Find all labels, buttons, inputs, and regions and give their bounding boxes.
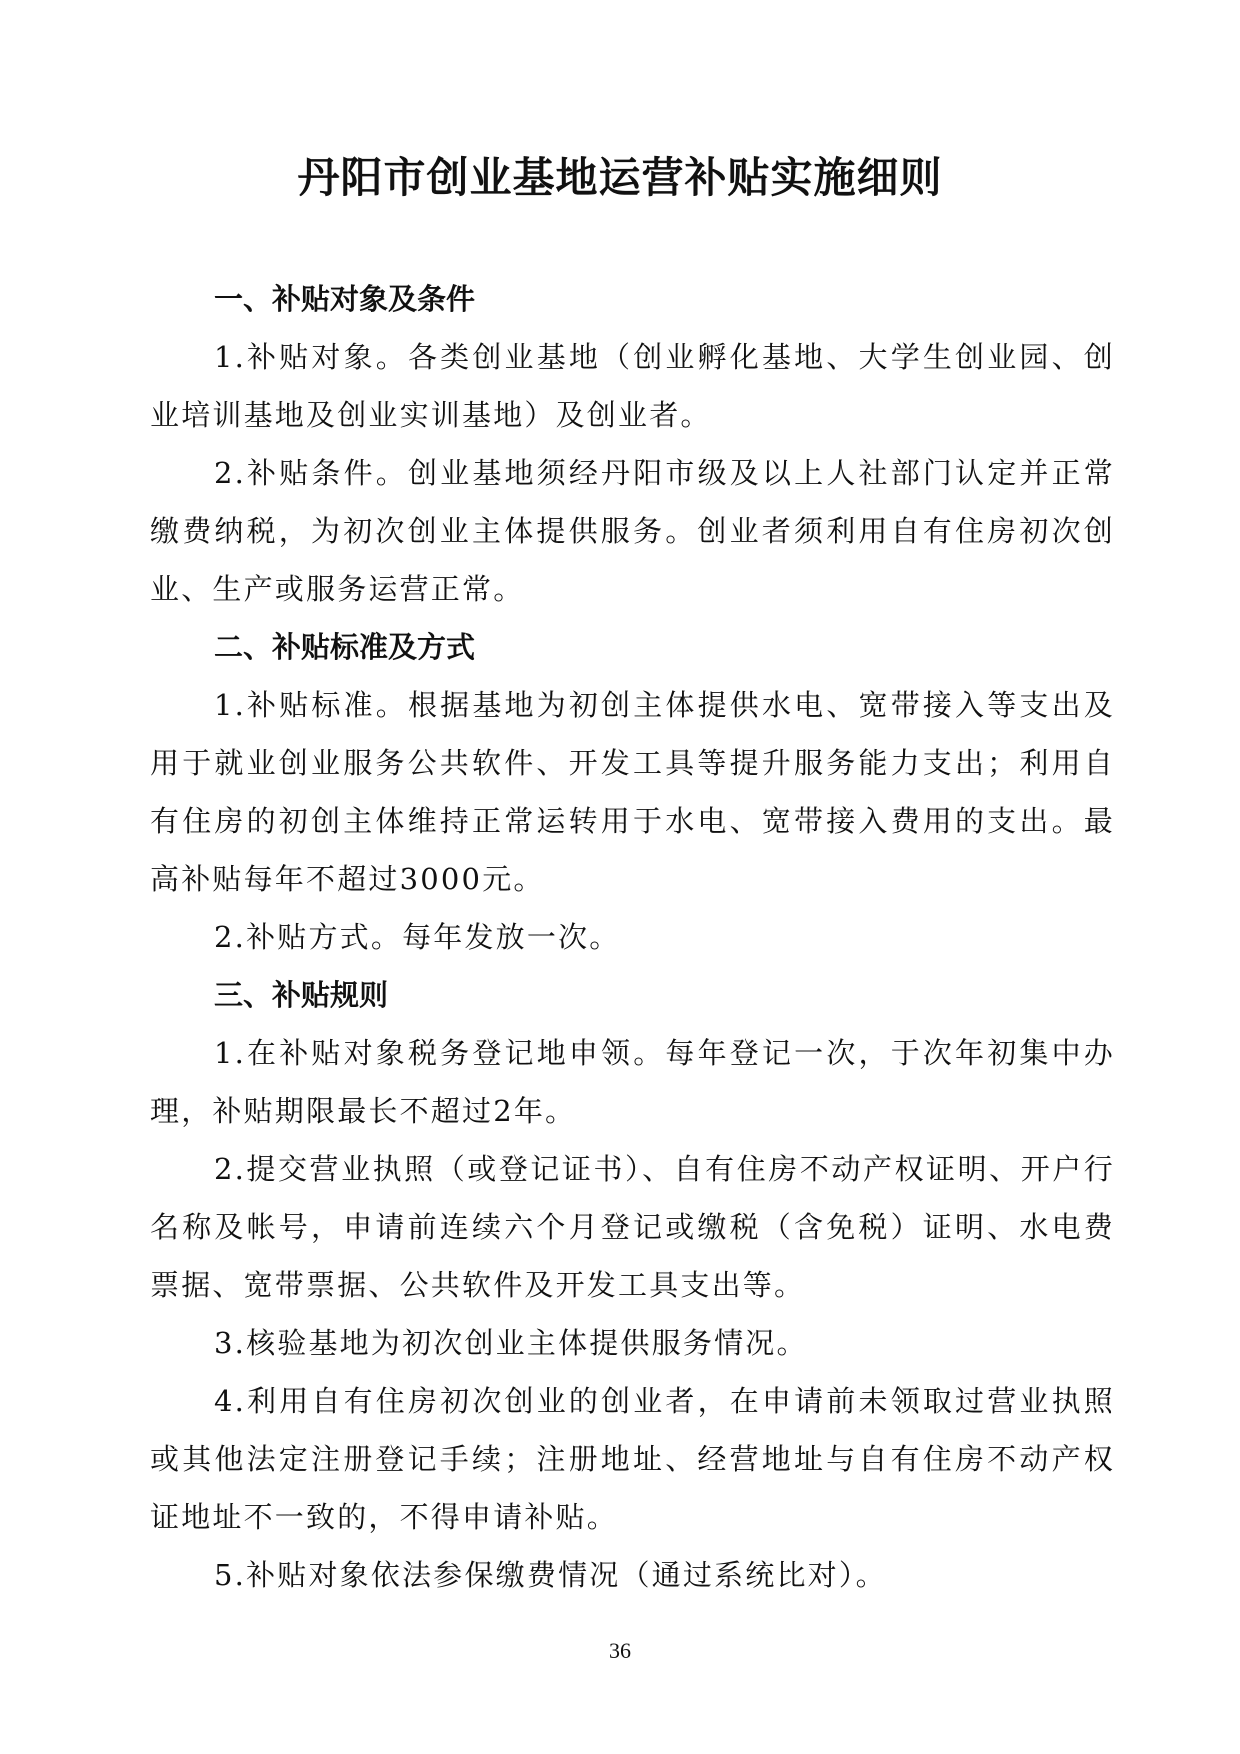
document-title: 丹阳市创业基地运营补贴实施细则 xyxy=(297,153,943,202)
section-paragraph: 2.补贴方式。每年发放一次。 xyxy=(214,920,621,954)
document-body xyxy=(150,270,1115,1604)
section-paragraph: 1.补贴对象。各类创业基地（创业孵化基地、大学生创业园、创业培训基地及创业实训基地）及创业者。 xyxy=(150,340,1115,432)
section-paragraph: 2.补贴条件。创业基地须经丹阳市级及以上人社部门认定并正常缴费纳税，为初次创业主体提供服务。创业者须利用自有住房初次创业、生产或服务运营正常。 xyxy=(150,456,1115,606)
section-paragraph: 2.提交营业执照（或登记证书）、自有住房不动产权证明、开户行名称及帐号，申请前连续六个月登记或缴税（含免税）证明、水电费票据、宽带票据、公共软件及开发工具支出等。 xyxy=(150,1152,1115,1302)
section-subsidy-target xyxy=(150,270,1115,618)
section-subsidy-standard xyxy=(150,618,1115,966)
section-heading: 二、补贴标准及方式 xyxy=(214,630,476,664)
section-paragraph: 4.利用自有住房初次创业的创业者，在申请前未领取过营业执照或其他法定注册登记手续；注册地址、经营地址与自有住房不动产权证地址不一致的，不得申请补贴。 xyxy=(150,1384,1115,1534)
page-number: 36 xyxy=(609,1638,631,1663)
section-subsidy-rules xyxy=(150,966,1115,1604)
section-paragraph: 1.在补贴对象税务登记地申领。每年登记一次，于次年初集中办理，补贴期限最长不超过2年。 xyxy=(150,1036,1115,1128)
section-heading: 三、补贴规则 xyxy=(214,978,389,1012)
section-paragraph: 5.补贴对象依法参保缴费情况（通过系统比对）。 xyxy=(214,1558,887,1592)
section-paragraph: 3.核验基地为初次创业主体提供服务情况。 xyxy=(214,1326,808,1360)
section-heading: 一、补贴对象及条件 xyxy=(214,282,476,316)
section-paragraph: 1.补贴标准。根据基地为初创主体提供水电、宽带接入等支出及用于就业创业服务公共软件、开发工具等提升服务能力支出；利用自有住房的初创主体维持正常运转用于水电、宽带接入费用的支出。最高补贴每年不超过3000元。 xyxy=(150,688,1115,896)
